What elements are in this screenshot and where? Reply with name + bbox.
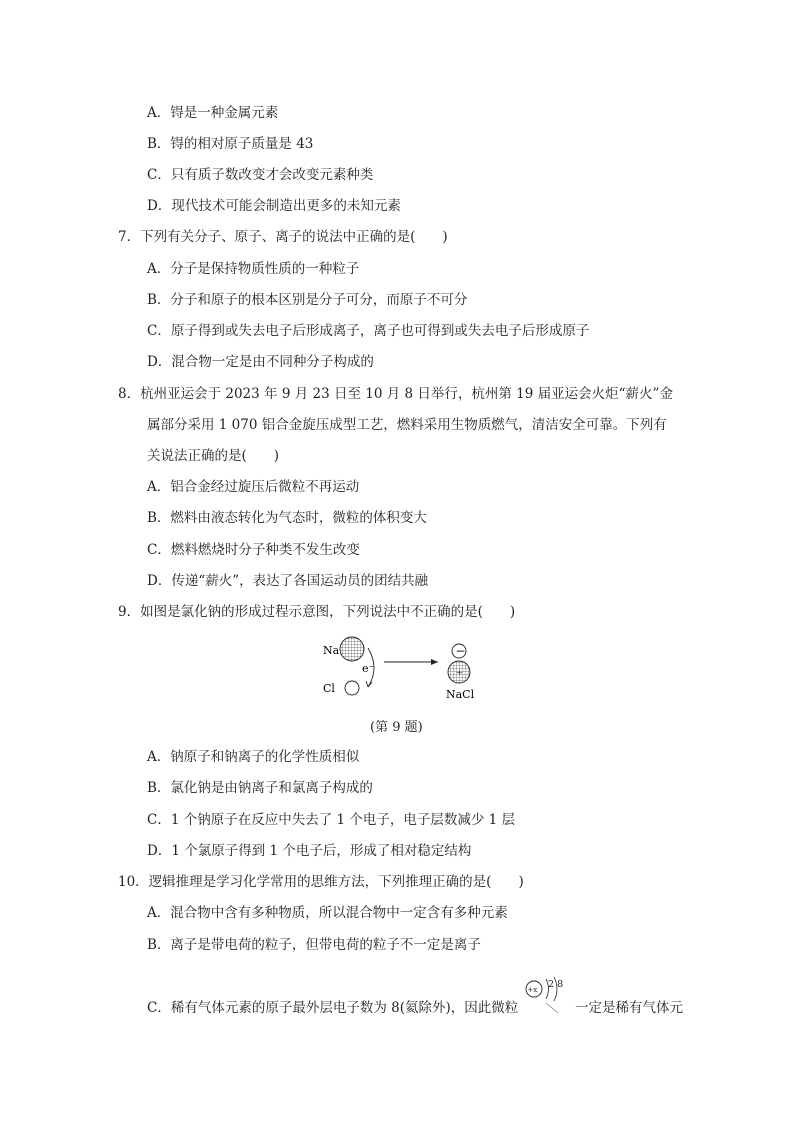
- q8-stem-line-2: 属部分采用 1 070 铝合金旋压成型工艺，燃料采用生物质燃气，清洁安全可靠。下列有: [147, 417, 667, 433]
- q8-stem-line-3: 关说法正确的是( ): [147, 448, 280, 464]
- na-atom: [340, 637, 364, 661]
- q8-option-c: C．燃料燃烧时分子种类不发生改变: [147, 542, 360, 558]
- q6-option-d: D．现代技术可能会制造出更多的未知元素: [147, 198, 401, 214]
- q9-option-d: D．1 个氯原子得到 1 个电子后，形成了相对稳定结构: [147, 843, 472, 859]
- na-label: Na: [323, 644, 340, 657]
- q7-option-d: D．混合物一定是由不同种分子构成的: [147, 354, 374, 370]
- plus-sign: +: [456, 668, 463, 677]
- q8-option-d: D．传递“薪火”，表达了各国运动员的团结共融: [147, 573, 429, 589]
- q10-stem: 10．逻辑推理是学习化学常用的思维方法，下列推理正确的是( ): [118, 874, 524, 890]
- q9-option-b: B．氯化钠是由钠离子和氯离子构成的: [147, 780, 373, 796]
- minus-sign: −: [455, 644, 466, 658]
- shell-electron-counts: 2 8: [548, 979, 564, 990]
- q10-option-c-part2: 一定是稀有气体元: [575, 1000, 683, 1016]
- q10-option-c-part1: C．稀有气体元素的原子最外层电子数为 8(氦除外)，因此微粒: [147, 1000, 519, 1016]
- figure-leader-line: [546, 1003, 558, 1013]
- q6-option-a: A．锝是一种金属元素: [147, 105, 279, 121]
- q9-option-c: C．1 个钠原子在反应中失去了 1 个电子，电子层数减少 1 层: [147, 812, 516, 828]
- electron-label: e⁻: [362, 662, 375, 675]
- q8-option-b: B．燃料由液态转化为气态时，微粒的体积变大: [147, 510, 427, 526]
- atomic-structure-figure: [524, 975, 572, 1017]
- q9-figure-caption: (第 9 题): [370, 720, 423, 735]
- q10-option-b: B．离子是带电荷的粒子，但带电荷的粒子不一定是离子: [147, 937, 481, 953]
- cl-label: Cl: [323, 682, 335, 695]
- reaction-arrow-head: [431, 659, 438, 665]
- nacl-label: NaCl: [446, 688, 475, 701]
- nucleus-charge: +x: [527, 986, 538, 994]
- q9-option-a: A．钠原子和钠离子的化学性质相似: [147, 749, 360, 765]
- cl-atom: [345, 681, 359, 695]
- q6-option-b: B．锝的相对原子质量是 43: [147, 136, 314, 152]
- q8-option-a: A．铝合金经过旋压后微粒不再运动: [147, 479, 360, 495]
- q7-option-b: B．分子和原子的根本区别是分子可分，而原子不可分: [147, 292, 468, 308]
- q7-option-c: C．原子得到或失去电子后形成离子，离子也可得到或失去电子后形成原子: [147, 323, 590, 339]
- nacl-formation-diagram: [318, 632, 488, 702]
- q8-stem-line-1: 8．杭州亚运会于 2023 年 9 月 23 日至 10 月 8 日举行，杭州第 19 届亚运会火炬“薪火”金: [118, 386, 673, 402]
- q6-option-c: C．只有质子数改变才会改变元素种类: [147, 167, 374, 183]
- q9-stem: 9．如图是氯化钠的形成过程示意图，下列说法中不正确的是( ): [118, 604, 516, 620]
- q7-stem: 7．下列有关分子、原子、离子的说法中正确的是( ): [118, 229, 448, 245]
- q10-option-a: A．混合物中含有多种物质，所以混合物中一定含有多种元素: [147, 905, 508, 921]
- q7-option-a: A．分子是保持物质性质的一种粒子: [147, 261, 360, 277]
